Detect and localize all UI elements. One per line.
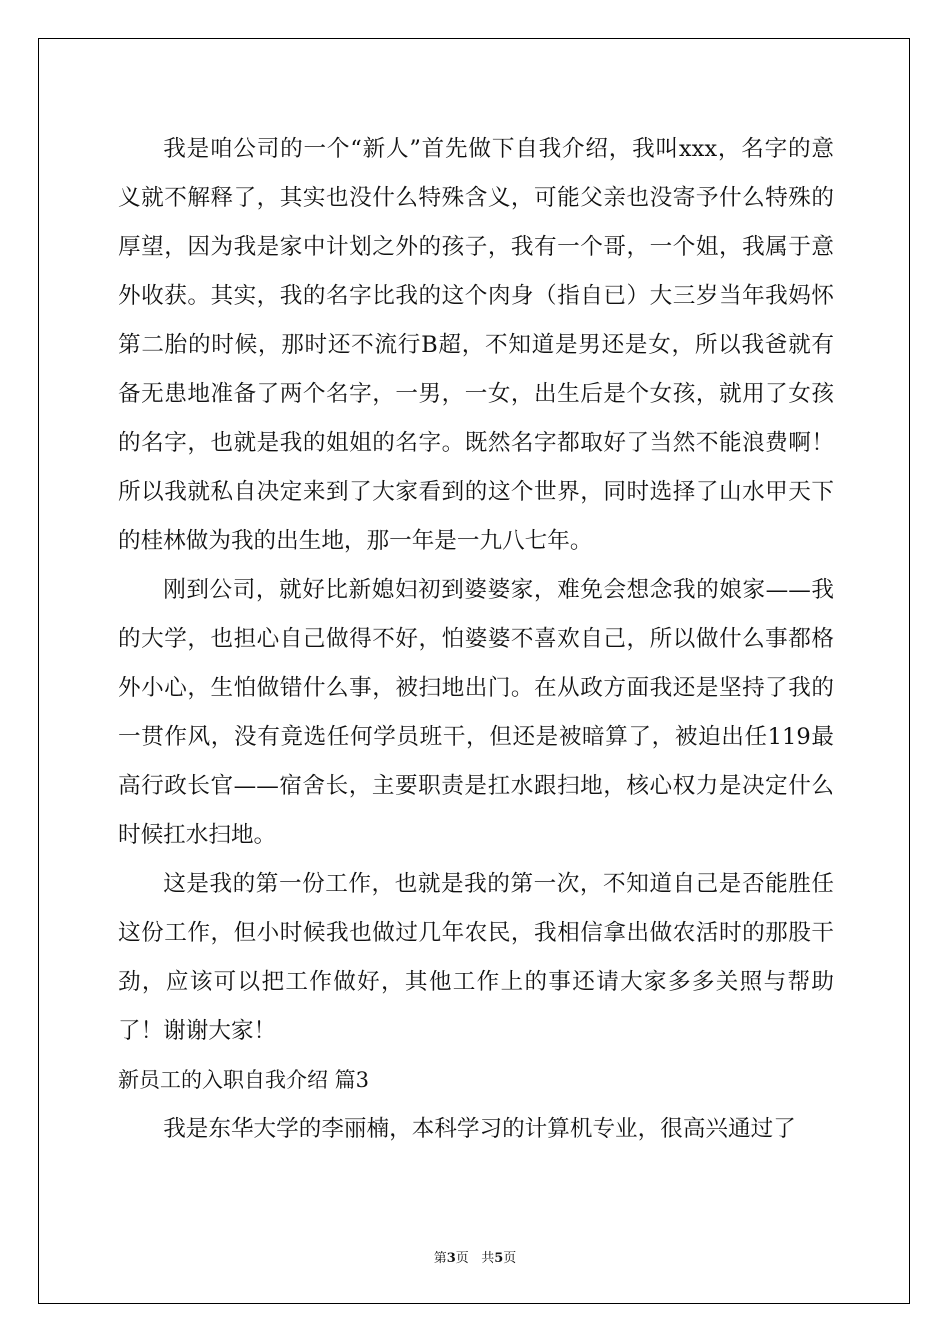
- page-footer: [0, 1247, 950, 1266]
- document-body: [118, 125, 834, 1154]
- paragraph-intro: 我是咱公司的一个“新人”首先做下自我介绍，我叫xxx，名字的意义就不解释了，其实也没什么特殊含义，可能父亲也没寄予什么特殊的厚望，因为我是家中计划之外的孩子，我有一个哥，一个姐，我属于意外收获。其实，我的名字比我的这个肉身（指自已）大三岁当年我妈怀第二胎的时候，那时还不流行B超，不知道是男还是女，所以我爸就有备无患地准备了两个名字，一男，一女，出生后是个女孩，就用了女孩的名字，也就是我的姐姐的名字。既然名字都取好了当然不能浪费啊！所以我就私自决定来到了大家看到的这个世界，同时选择了山水甲天下的桂林做为我的出生地，那一年是一九八七年。: [118, 136, 834, 554]
- section-heading: 新员工的入职自我介绍 篇3: [118, 1068, 370, 1092]
- paragraph-company: 刚到公司，就好比新媳妇初到婆婆家，难免会想念我的娘家——我的大学，也担心自己做得不好，怕婆婆不喜欢自己，所以做什么事都格外小心，生怕做错什么事，被扫地出门。在从政方面我还是坚持了我的一贯作风，没有竟选任何学员班干，但还是被暗算了，被迫出任119最高行政长官——宿舍长，主要职责是扛水跟扫地，核心权力是决定什么时候扛水扫地。: [118, 577, 834, 848]
- paragraph-next-section: 我是东华大学的李丽楠，本科学习的计算机专业，很高兴通过了: [163, 1116, 796, 1142]
- footer-page-current: 3: [446, 1251, 456, 1266]
- paragraph-first-job: 这是我的第一份工作，也就是我的第一次，不知道自己是否能胜任这份工作，但小时候我也做过几年农民，我相信拿出做农活时的那股干劲，应该可以把工作做好，其他工作上的事还请大家多多关照与帮助了！谢谢大家！: [118, 871, 834, 1044]
- footer-page-mid: 页 共: [455, 1251, 495, 1266]
- footer-page-total: 5: [494, 1251, 504, 1266]
- footer-page-prefix: 第: [433, 1251, 447, 1266]
- footer-page-suffix: 页: [503, 1251, 517, 1266]
